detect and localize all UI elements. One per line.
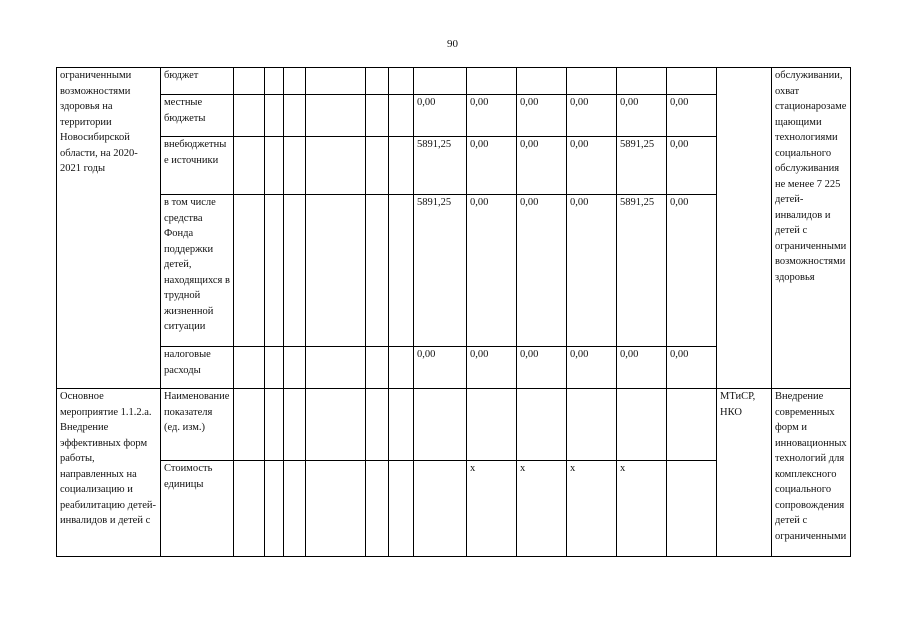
value-cell: 0,00	[517, 95, 567, 137]
value-cell: 0,00	[667, 195, 717, 347]
value-cell: 0,00	[667, 95, 717, 137]
value-cell: х	[617, 461, 667, 557]
result-cell: обслуживании, охват стационарозамещающими технологиями социального обслуживания не менее 7 225 детей-инвалидов и детей с ограниченными возможностями здоровья	[772, 68, 851, 389]
value-cell: 0,00	[667, 347, 717, 389]
result-cell: Внедрение современных форм и инновационных технологий для комплексного социального сопровождения детей с ограниченными	[772, 389, 851, 557]
value-cell	[467, 389, 517, 461]
value-cell	[517, 389, 567, 461]
funding-source: местные бюджеты	[161, 95, 234, 137]
value-cell	[567, 68, 617, 95]
value-cell: х	[567, 461, 617, 557]
value-cell: 0,00	[617, 95, 667, 137]
value-cell	[617, 389, 667, 461]
activity-cell: Основное мероприятие 1.1.2.а. Внедрение эффективных форм работы, направленных на социализацию и реабилитацию детей-инвалидов и детей с	[57, 389, 161, 557]
value-cell: 0,00	[517, 195, 567, 347]
value-cell	[567, 389, 617, 461]
value-cell: 0,00	[567, 95, 617, 137]
value-cell: 0,00	[567, 195, 617, 347]
value-cell	[414, 389, 467, 461]
value-cell	[517, 68, 567, 95]
value-cell: 0,00	[414, 347, 467, 389]
value-cell: 0,00	[617, 347, 667, 389]
value-cell	[467, 68, 517, 95]
funding-source: Стоимость единицы	[161, 461, 234, 557]
value-cell: 5891,25	[414, 195, 467, 347]
value-cell: 0,00	[517, 137, 567, 195]
value-cell: 5891,25	[617, 195, 667, 347]
value-cell: х	[517, 461, 567, 557]
value-cell	[667, 68, 717, 95]
program-table	[56, 67, 851, 557]
executor-cell: МТиСР, НКО	[717, 389, 772, 557]
funding-source: в том числе средства Фонда поддержки детей, находящихся в трудной жизненной ситуации	[161, 195, 234, 347]
value-cell: 0,00	[467, 137, 517, 195]
funding-source: внебюджетные источники	[161, 137, 234, 195]
executor-cell	[717, 68, 772, 389]
value-cell: 5891,25	[617, 137, 667, 195]
table-row	[57, 389, 851, 461]
funding-source: Наименование показателя (ед. изм.)	[161, 389, 234, 461]
value-cell	[667, 389, 717, 461]
value-cell: 0,00	[467, 347, 517, 389]
value-cell: 0,00	[567, 347, 617, 389]
value-cell	[617, 68, 667, 95]
value-cell: 0,00	[467, 195, 517, 347]
value-cell: х	[467, 461, 517, 557]
funding-source: бюджет	[161, 68, 234, 95]
value-cell	[414, 68, 467, 95]
value-cell	[667, 461, 717, 557]
value-cell	[414, 461, 467, 557]
value-cell: 0,00	[414, 95, 467, 137]
value-cell: 5891,25	[414, 137, 467, 195]
page-number: 90	[447, 38, 458, 50]
value-cell: 0,00	[667, 137, 717, 195]
activity-cell: ограниченными возможностями здоровья на территории Новосибирской области, на 2020-2021 годы	[57, 68, 161, 389]
table-row	[57, 68, 851, 95]
value-cell: 0,00	[517, 347, 567, 389]
value-cell: 0,00	[467, 95, 517, 137]
value-cell: 0,00	[567, 137, 617, 195]
funding-source: налоговые расходы	[161, 347, 234, 389]
